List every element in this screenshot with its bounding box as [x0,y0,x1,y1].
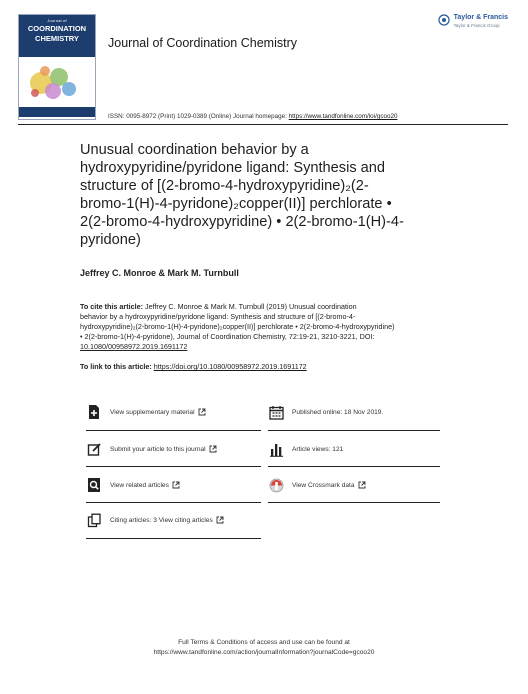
supplementary-material-link[interactable] [86,400,206,424]
calendar-icon [268,404,284,420]
citing-articles-link[interactable] [86,508,224,532]
external-link-icon [198,408,206,416]
title-line: bromo-1(H)-4-pyridone)₂copper(II)] perchlorate • [80,196,392,212]
divider [86,538,261,539]
article-authors: Jeffrey C. Monroe & Mark M. Turnbull [80,268,239,278]
views-label: Article views: 121 [292,445,344,453]
publisher-subname: Taylor & Francis Group [453,23,500,28]
copy-documents-icon [86,512,102,528]
article-views [268,437,343,461]
footer-line-1: Full Terms & Conditions of access and use can be found at [178,639,350,646]
crossmark-icon [268,477,284,493]
bar-chart-icon [268,441,284,457]
submit-article-link[interactable] [86,437,217,461]
cite-line: • 2(2-bromo-1(H)-4-pyridone), Journal of Coordination Chemistry, 72:19-21, 3210-3221, DOI: [80,332,375,341]
title-line: 2(2-bromo-4-hydroxypyridine) • 2(2-bromo-1(H)-4- [80,214,404,230]
cover-molecule-art [19,57,95,107]
citing-label: Citing articles: 3 View citing articles [110,516,213,524]
cover-banner [19,15,95,57]
search-document-icon [86,477,102,493]
cite-doi-link[interactable]: 10.1080/00958972.2019.1691172 [80,342,188,351]
external-link-icon [209,445,217,453]
crossmark-link[interactable] [268,473,366,497]
related-label: View related articles [110,481,169,489]
edit-icon [86,441,102,457]
publisher-name: Taylor & Francis [453,14,508,21]
divider [268,430,440,431]
divider [268,466,440,467]
title-line: Unusual coordination behavior by a [80,142,309,158]
publisher-logo[interactable] [438,14,508,38]
cover-small-text: Journal of [47,18,67,23]
cover-footer-band [19,107,95,117]
article-link-line [80,362,307,371]
issn-line [108,113,397,120]
footer-terms-link[interactable]: https://www.tandfonline.com/action/journalInformation?journalCode=gcoo20 [153,649,375,656]
supplementary-label: View supplementary material [110,408,195,416]
header-divider [18,124,508,125]
cite-line: behavior by a hydroxypyridine/pyridone ligand: Synthesis and structure of [(2-bromo-4- [80,312,356,321]
external-link-icon [172,481,180,489]
article-doi-link[interactable]: https://doi.org/10.1080/00958972.2019.1691172 [153,362,307,371]
cover-title-line-2: CHEMISTRY [35,33,79,43]
crossmark-label: View Crossmark data [292,481,355,489]
issn-text: ISSN: 0095-8972 (Print) 1029-0389 (Online) Journal homepage: [108,113,289,120]
journal-cover [18,14,96,120]
submit-label: Submit your article to this journal [110,445,206,453]
article-title [80,141,460,249]
citation-block [80,302,450,352]
link-label: To link to this article: [80,362,154,371]
title-line: structure of [(2-bromo-4-hydroxypyridine)₂(2- [80,178,369,194]
journal-title: Journal of Coordination Chemistry [108,36,297,50]
published-label: Published online: 18 Nov 2019. [292,408,384,416]
cite-line: hydroxypyridine)₂(2-bromo-1(H)-4-pyridone)₂copper(II)] perchlorate • 2(2-bromo-4-hydroxypyridine) [80,322,395,331]
divider [86,502,261,503]
published-date [268,400,383,424]
journal-homepage-link[interactable]: https://www.tandfonline.com/loi/gcoo20 [288,113,398,120]
terms-footer [0,638,528,658]
cite-label: To cite this article: [80,302,143,311]
external-link-icon [216,516,224,524]
divider [268,502,440,503]
divider [86,466,261,467]
title-line: hydroxypyridine/pyridone ligand: Synthesis and [80,160,386,176]
title-line: pyridone) [80,232,141,248]
add-document-icon [86,404,102,420]
external-link-icon [358,481,366,489]
cover-title-line-1: COORDINATION [27,24,87,33]
divider [86,430,261,431]
taylor-francis-icon [438,14,450,26]
related-articles-link[interactable] [86,473,180,497]
cite-line: Jeffrey C. Monroe & Mark M. Turnbull (2019) Unusual coordination [142,302,357,311]
